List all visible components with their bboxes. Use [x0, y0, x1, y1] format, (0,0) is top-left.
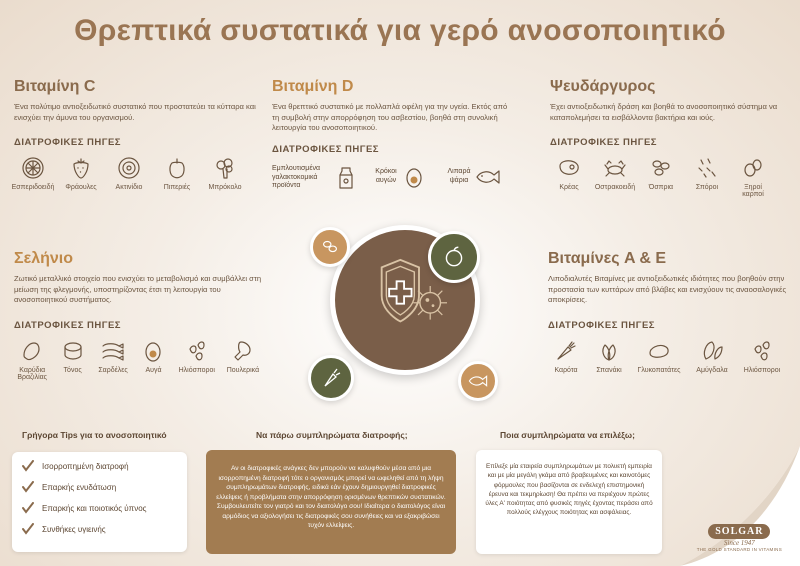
- sources-label: ΔΙΑΤΡΟΦΙΚΕΣ ΠΗΓΕΣ: [550, 137, 658, 149]
- strawberry-icon: [69, 156, 93, 180]
- source-label: Σπόροι: [695, 184, 719, 192]
- section-selenium: [14, 250, 264, 381]
- source-label: Ακτινίδιο: [115, 184, 143, 192]
- tips-title: Γρήγορα Tips για το ανοσοποιητικό: [22, 430, 167, 440]
- source-label: Οστρακοειδή: [594, 184, 636, 192]
- section-heading: Βιταμίνη C: [14, 78, 96, 95]
- check-icon: [22, 502, 34, 514]
- check-icon: [22, 460, 34, 472]
- supplements-text: Αν οι διατροφικές ανάγκες δεν μπορούν να καλυφθούν μέσα από μια ισορροπημένη διατροφή τότε ο οργανισμός μπορεί να ωφεληθεί από τη λήψη συμπληρωμάτων διατροφής, ειδικά εάν έχουν δημιουργηθεί διατροφικές ελλείψεις ή προβλήματα στην απορρόφηση ορισμένων θρεπτικών συστατικών. Συμβουλευτείτε τον γιατρό και τον διαιτολόγο σου! Ιδιαίτερα ο διαιτολόγος είναι αρμόδιος να αξιολογήσει τις διατροφικές σου συνήθειες και να εξακριβώσει τυχόν ελλείψεις.: [216, 465, 446, 530]
- source-label: Σαρδέλες: [98, 366, 128, 374]
- fish-icon: [474, 165, 502, 189]
- section-description: Ζωτικό μεταλλικό στοιχείο που ενισχύει το μεταβολισμό και συμβάλλει στη μείωση της φλεγμονής, υποστηρίζοντας έτσι τη λειτουργία του ανοσοποιητικού συστήματος.: [14, 274, 262, 305]
- tagline: THE GOLD STANDARD IN VITAMINS: [696, 547, 782, 552]
- check-icon: [22, 481, 34, 493]
- source-item: [548, 339, 584, 374]
- source-label: Πιπεριές: [163, 184, 191, 192]
- meat-icon: [557, 156, 581, 180]
- egg-icon: [402, 165, 426, 189]
- source-label: Αυγά: [145, 366, 162, 374]
- sardines-icon: [101, 339, 125, 363]
- broccoli-icon: [213, 156, 237, 180]
- page-title: Θρεπτικά συστατικά για γερό ανοσοποιητικό: [74, 14, 726, 47]
- seeds-icon: [695, 156, 719, 180]
- source-label: Ηλιόσποροι: [743, 366, 781, 374]
- tip-item: [22, 523, 177, 535]
- sources-label: ΔΙΑΤΡΟΦΙΚΕΣ ΠΗΓΕΣ: [14, 137, 122, 149]
- source-item: [444, 165, 502, 189]
- kiwi-icon: [117, 156, 141, 180]
- sources-label: ΔΙΑΤΡΟΦΙΚΕΣ ΠΗΓΕΣ: [272, 143, 380, 155]
- source-item: [740, 339, 784, 374]
- crab-icon: [603, 156, 627, 180]
- beans-icon: [649, 156, 673, 180]
- sunflower-seeds-icon: [185, 339, 209, 363]
- source-item: [62, 156, 100, 191]
- source-label: Σπανάκι: [596, 366, 622, 374]
- source-label: Μπρόκολο: [208, 184, 242, 192]
- source-label: Ξηροί καρποί: [742, 184, 764, 199]
- since-label: Since 1947: [723, 539, 755, 547]
- section-description: Ένα θρεπτικό συστατικό με πολλαπλά οφέλη για την υγεία. Εκτός από τη συμβολή στην απορρόφηση του ασβεστίου, βοηθά στη συνολική λειτουργία του ανοσοποιητικού.: [272, 102, 508, 133]
- sources-label: ΔΙΑΤΡΟΦΙΚΕΣ ΠΗΓΕΣ: [548, 319, 656, 331]
- source-item: [690, 339, 734, 374]
- source-item: [14, 339, 50, 381]
- sunflower-seeds-icon: [750, 339, 774, 363]
- source-item: [634, 339, 684, 374]
- spinach-icon: [597, 339, 621, 363]
- source-item: [596, 156, 634, 198]
- source-item: [176, 339, 218, 381]
- solgar-logo: [697, 521, 782, 552]
- egg-icon: [141, 339, 165, 363]
- source-label: Εσπεριδοειδή: [11, 184, 55, 192]
- source-item: [54, 339, 90, 381]
- section-heading: Βιταμίνες A & E: [548, 250, 667, 267]
- source-label: Αμύγδαλα: [696, 366, 728, 374]
- almond-icon: [700, 339, 724, 363]
- tip-item: [22, 481, 177, 493]
- section-description: Έχει αντιοξειδωτική δράση και βοηθά το ανοσοποιητικό σύστημα να καταπολεμήσει τα εισβάλλοντα βακτήρια και ιούς.: [550, 102, 778, 122]
- source-label: Καρότα: [554, 366, 578, 374]
- source-label: Φράουλες: [65, 184, 97, 192]
- source-label: Κρόκοι αυγών: [375, 168, 397, 184]
- source-label: Πουλερικά: [226, 366, 260, 374]
- source-item: [158, 156, 196, 191]
- source-item: [688, 156, 726, 198]
- source-label: Εμπλουτισμένα γαλακτοκομικά προϊόντα: [272, 164, 320, 190]
- which-box: [476, 450, 662, 554]
- beans-bubble: [310, 227, 350, 267]
- source-label: Τόνος: [63, 366, 82, 374]
- section-vitamin-d: [272, 78, 512, 213]
- check-icon: [22, 523, 34, 535]
- nuts-icon: [741, 156, 765, 180]
- tips-box: [12, 452, 187, 552]
- pepper-icon: [165, 156, 189, 180]
- carrot-bubble: [308, 355, 354, 401]
- fish-bubble: [458, 361, 498, 401]
- milk-icon: [334, 166, 358, 190]
- source-item: [222, 339, 264, 381]
- chicken-leg-icon: [231, 339, 255, 363]
- source-item: [135, 339, 171, 381]
- source-item: [110, 156, 148, 191]
- section-heading: Σελήνιο: [14, 250, 73, 267]
- carrot-icon: [554, 339, 578, 363]
- source-label: Κρέας: [559, 184, 579, 192]
- sweet-potato-icon: [647, 339, 671, 363]
- section-vitamin-c: [11, 78, 259, 192]
- center-immune-graphic: [290, 205, 510, 405]
- tip-label: Επαρκής και ποιοτικός ύπνος: [42, 503, 147, 513]
- sources-label: ΔΙΑΤΡΟΦΙΚΕΣ ΠΗΓΕΣ: [14, 319, 122, 331]
- source-item: [272, 165, 358, 191]
- section-heading: Βιταμίνη D: [272, 78, 354, 95]
- section-description: Ένα πολύτιμο αντιοξειδωτικό συστατικό που προστατεύει τα κύτταρα και ενισχύει την άμυνα του οργανισμού.: [14, 102, 256, 122]
- source-item: [590, 339, 628, 374]
- source-label: Ηλιόσποροι: [178, 366, 215, 374]
- tuna-can-icon: [61, 339, 85, 363]
- which-title: Ποια συμπληρώματα να επιλέξω;: [500, 430, 635, 440]
- section-zinc: [550, 78, 790, 198]
- section-vitamins-ae: [548, 250, 793, 374]
- tip-item: [22, 502, 177, 514]
- brazil-nut-icon: [20, 339, 44, 363]
- source-label: Καρύδια Βραζιλίας: [17, 366, 48, 381]
- supplements-box: [206, 450, 456, 554]
- source-item: [550, 156, 588, 198]
- source-label: Γλυκοπατάτες: [637, 366, 681, 374]
- section-description: Λιποδιαλυτές Βιταμίνες με αντιοξειδωτικές ιδιότητες που βοηθούν στην προστασία των κυττάρων από βλάβες και ενισχύουν τις αναοσαλογικές αποκρίσεις.: [548, 274, 787, 305]
- supplements-title: Να πάρω συμπληρώματα διατροφής;: [256, 430, 408, 440]
- fruit-bubble: [428, 231, 480, 283]
- source-item: [642, 156, 680, 198]
- source-item: [206, 156, 244, 191]
- tip-label: Επαρκής ενυδάτωση: [42, 482, 117, 492]
- source-item: [370, 165, 426, 189]
- section-heading: Ψευδάργυρος: [550, 78, 656, 95]
- tip-label: Συνθήκες υγιεινής: [42, 524, 106, 534]
- citrus-icon: [21, 156, 45, 180]
- which-text: Επίλεξε μία εταιρεία συμπληρωμάτων με πολυετή εμπειρία και με μία μεγάλη γκάμα από βραβευμένες και καινοτόμες φόρμουλες που βασίζονται σε ενδελεχή επιστημονική έρευνα και τεκμηρίωση! Θα πρέπει να περιέχουν πρώτες ύλες Α' ποιότητας από φυσικές πηγές έχοντας περάσει από πολλούς ελέγχους ποιότητας και ασφάλειας.: [485, 463, 653, 517]
- source-item: [734, 156, 772, 198]
- brand-name: SOLGAR: [708, 524, 770, 539]
- source-label: Λιπαρά ψάρια: [447, 168, 471, 184]
- source-label: Όσπρια: [648, 184, 674, 192]
- tip-item: [22, 460, 177, 472]
- source-item: [11, 156, 55, 192]
- tip-label: Ισορροπημένη διατροφή: [42, 461, 129, 471]
- source-item: [95, 339, 131, 381]
